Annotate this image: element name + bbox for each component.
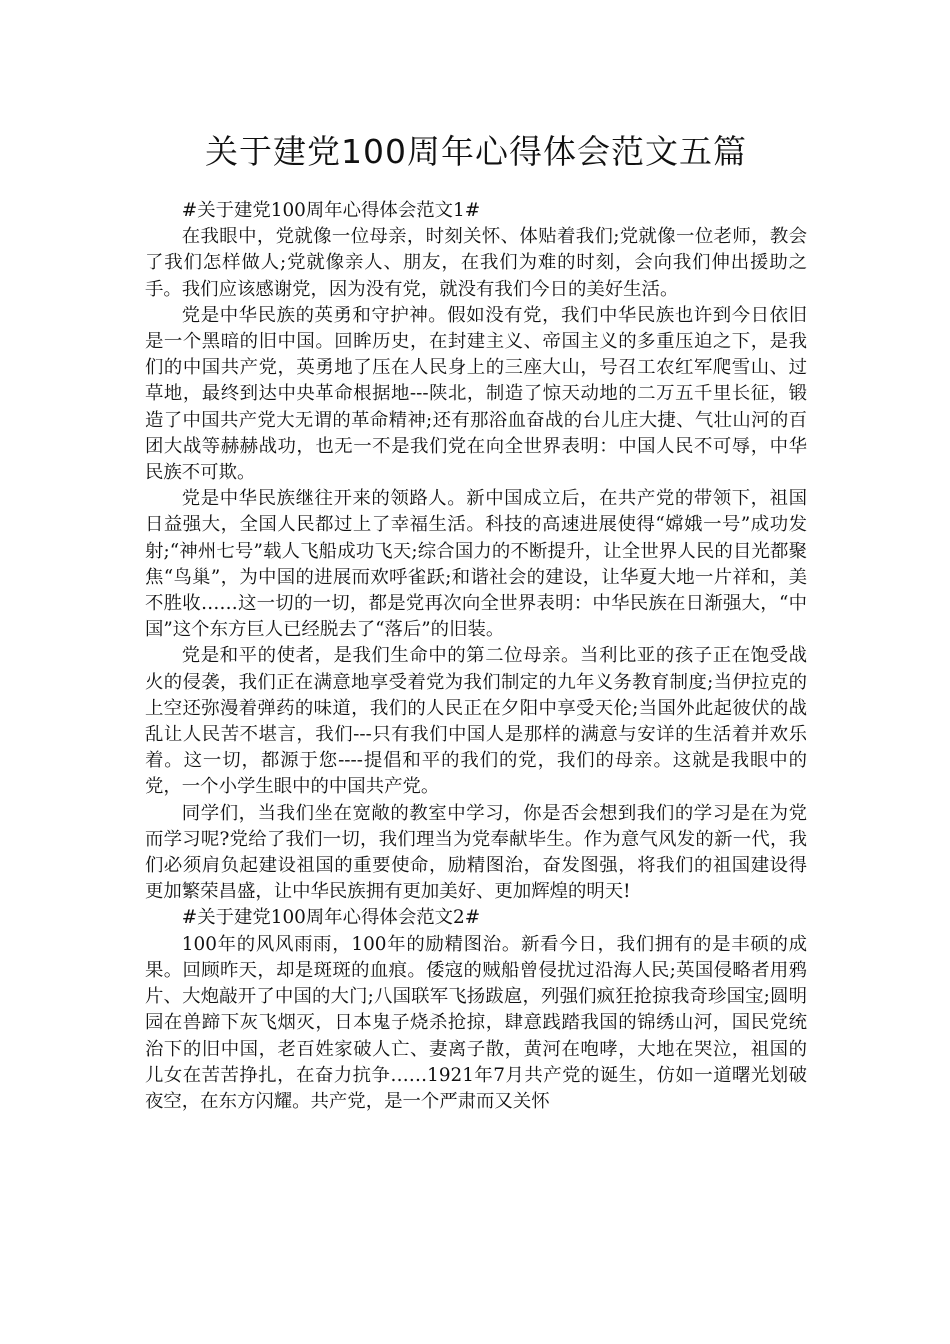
paragraph: 100年的风风雨雨，100年的励精图治。新看今日，我们拥有的是丰硕的成果。回顾昨天，却是斑斑的血痕。倭寇的贼船曾侵扰过沿海人民;英国侵略者用鸦片、大炮敲开了中国的大门;八国联军飞扬跋扈，列强们疯狂抢掠我奇珍国宝;圆明园在兽蹄下灰飞烟灭，日本鬼子烧杀抢掠，肆意践踏我国的锦绣山河，国民党统治下的旧中国，老百姓家破人亡、妻离子散，黄河在咆哮，大地在哭泣，祖国的儿女在苦苦挣扎，在奋力抗争……1921年7月共产党的诞生，仿如一道曙光划破夜空，在东方闪耀。共产党，是一个严肃而又关怀 (145, 933, 807, 1112)
paragraph: 在我眼中，党就像一位母亲，时刻关怀、体贴着我们;党就像一位老师，教会了我们怎样做人;党就像亲人、朋友，在我们为难的时刻，会向我们伸出援助之手。我们应该感谢党，因为没有党，就没有我们今日的美好生活。 (145, 226, 807, 300)
section-heading-2: #关于建党100周年心得体会范文2# (181, 907, 481, 929)
paragraph: 同学们，当我们坐在宽敞的教室中学习，你是否会想到我们的学习是在为党而学习呢?党给了我们一切，我们理当为党奉献毕生。作为意气风发的新一代，我们必须肩负起建设祖国的重要使命，励精图治，奋发图强，将我们的祖国建设得更加繁荣昌盛，让中华民族拥有更加美好、更加辉煌的明天! (145, 802, 807, 903)
paragraph: 党是中华民族的英勇和守护神。假如没有党，我们中华民族也许到今日依旧是一个黑暗的旧中国。回眸历史，在封建主义、帝国主义的多重压迫之下，是我们的中国共产党，英勇地了压在人民身上的三座大山，号召工农红军爬雪山、过草地，最终到达中央革命根据地---陕北，制造了惊天动地的二万五千里长征，锻造了中国共产党大无谓的革命精神;还有那浴血奋战的台儿庄大捷、气壮山河的百团大战等赫赫战功，也无一不是我们党在向全世界表明：中国人民不可辱，中华民族不可欺。 (145, 304, 807, 484)
document-title: 关于建党100周年心得体会范文五篇 (205, 132, 747, 171)
document-body (145, 198, 807, 1115)
paragraph: 党是中华民族继往开来的领路人。新中国成立后，在共产党的带领下，祖国日益强大，全国人民都过上了幸福生活。科技的高速进展使得“嫦娥一号”成功发射;“神州七号”载人飞船成功飞天;综合国力的不断提升，让全世界人民的目光都聚焦“鸟巢”，为中国的进展而欢呼雀跃;和谐社会的建设，让华夏大地一片祥和，美不胜收……这一切的一切，都是党再次向全世界表明：中华民族在日渐强大，“中国”这个东方巨人已经脱去了“落后”的旧装。 (145, 488, 807, 641)
document-page (145, 0, 807, 1115)
section-heading-1: #关于建党100周年心得体会范文1# (181, 200, 481, 221)
paragraph: 党是和平的使者，是我们生命中的第二位母亲。当利比亚的孩子正在饱受战火的侵袭，我们正在满意地享受着党为我们制定的九年义务教育制度;当伊拉克的上空还弥漫着弹药的味道，我们的人民正在夕阳中享受天伦;当国外此起彼伏的战乱让人民苦不堪言，我们---只有我们中国人是那样的满意与安详的生活着并欢乐着。这一切，都源于您----提倡和平的我们的党，我们的母亲。这就是我眼中的党，一个小学生眼中的中国共产党。 (145, 645, 807, 798)
